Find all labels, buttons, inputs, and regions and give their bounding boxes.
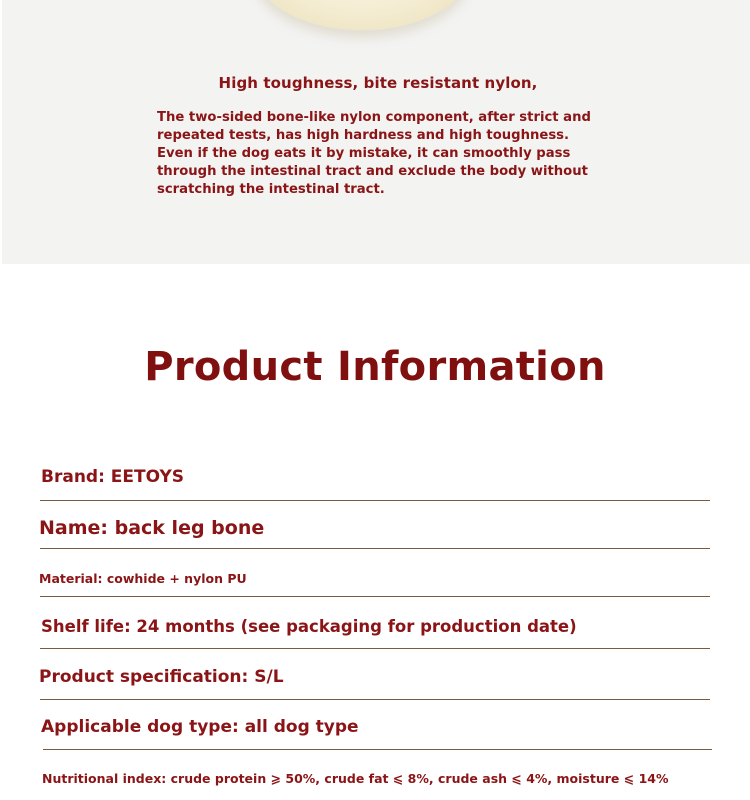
divider xyxy=(43,749,712,750)
feature-title: High toughness, bite resistant nylon, xyxy=(218,74,538,92)
divider xyxy=(40,648,710,649)
divider xyxy=(40,548,710,549)
feature-description: The two-sided bone-like nylon component, after strict and repeated tests, has high hardness and high toughness. Even if the dog eats it by mistake, it can smoothly pass through the intestinal tract and exclude the body without scratching the intestinal tract. xyxy=(157,110,591,197)
shelf-life-row: Shelf life: 24 months (see packaging for production date) xyxy=(41,617,577,636)
bone-toy-image xyxy=(252,0,472,30)
brand-row: Brand: EETOYS xyxy=(41,467,185,487)
specification-row: Product specification: S/L xyxy=(39,667,284,687)
divider xyxy=(40,596,710,597)
dog-type-row: Applicable dog type: all dog type xyxy=(41,717,359,737)
divider xyxy=(40,699,710,700)
divider xyxy=(40,500,710,501)
nutrition-row: Nutritional index: crude protein ⩾ 50%, crude fat ⩽ 8%, crude ash ⩽ 4%, moisture ⩽ 14% xyxy=(42,771,669,786)
product-information-title: Product Information xyxy=(144,344,606,390)
name-row: Name: back leg bone xyxy=(39,517,265,539)
material-row: Material: cowhide + nylon PU xyxy=(39,571,247,586)
feature-panel xyxy=(2,0,750,264)
